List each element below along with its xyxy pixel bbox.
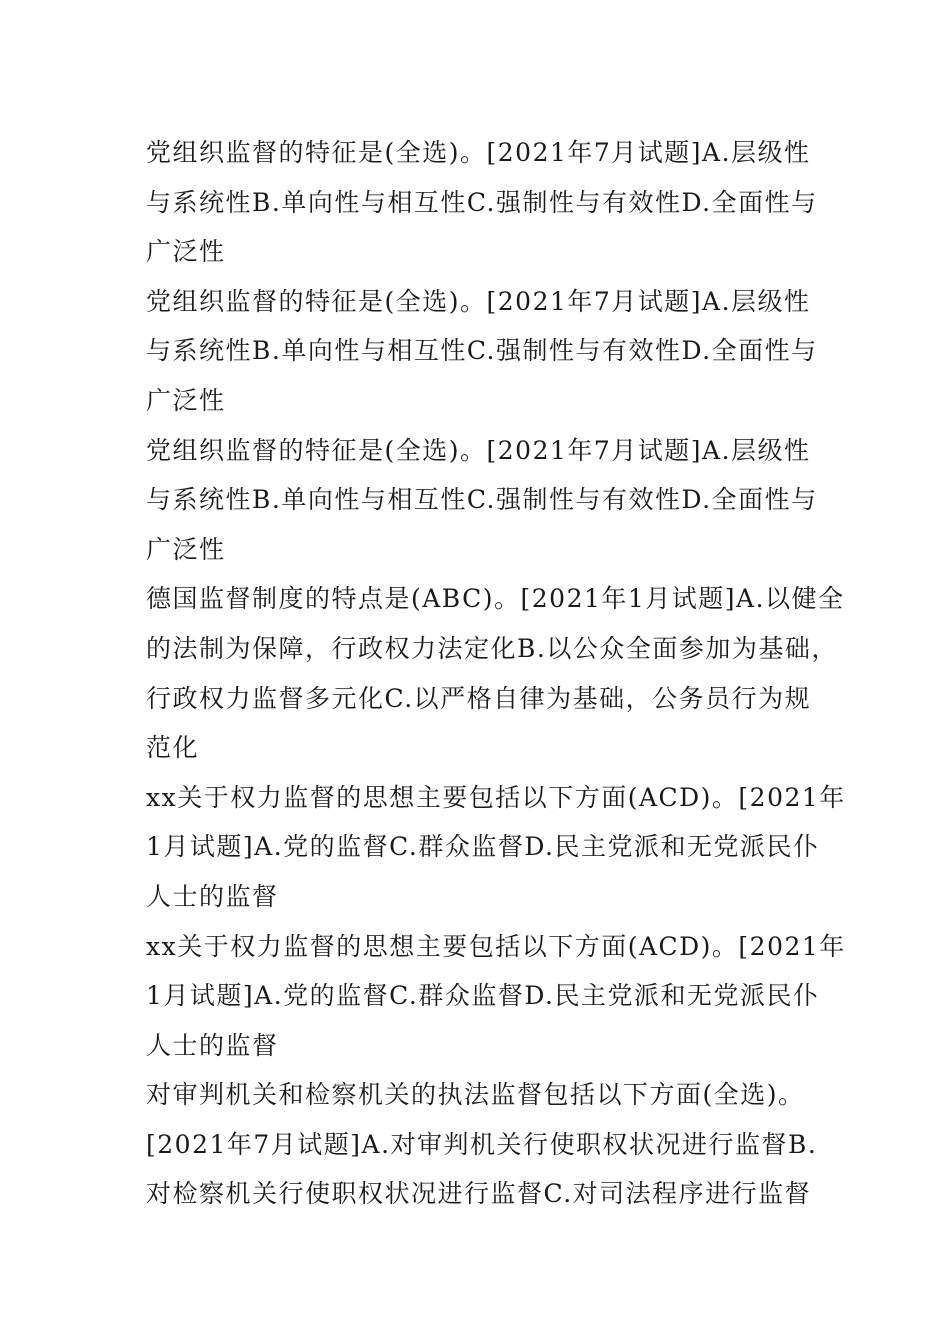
text-line: xx关于权力监督的思想主要包括以下方面(ACD)。[2021年 [146,931,846,961]
text-line: xx关于权力监督的思想主要包括以下方面(ACD)。[2021年 [146,782,846,812]
text-line: 的法制为保障，行政权力法定化B.以公众全面参加为基础， [146,633,838,663]
text-line: 人士的监督 [146,881,279,911]
text-line: 广泛性 [146,385,226,415]
text-line: 党组织监督的特征是(全选)。[2021年7月试题]A.层级性 [146,138,811,167]
text-line: 与系统性B.单向性与相互性C.强制性与有效性D.全面性与 [146,485,818,515]
text-line: 对检察机关行使职权状况进行监督C.对司法程序进行监督 [146,1179,812,1209]
text-line: 德国监督制度的特点是(ABC)。[2021年1月试题]A.以健全 [146,584,845,614]
text-line: 对审判机关和检察机关的执法监督包括以下方面(全选)。 [146,1080,805,1110]
text-line: 人士的监督 [146,1030,279,1060]
text-line: 党组织监督的特征是(全选)。[2021年7月试题]A.层级性 [146,435,811,465]
text-line: 1月试题]A.党的监督C.群众监督D.民主党派和无党派民仆 [146,981,820,1011]
text-line: 与系统性B.单向性与相互性C.强制性与有效性D.全面性与 [146,336,818,366]
text-line: 广泛性 [146,237,226,267]
text-line: 范化 [146,733,200,763]
document-body [146,128,846,1219]
text-line: 行政权力监督多元化C.以严格自律为基础，公务员行为规 [146,683,812,713]
text-line: 党组织监督的特征是(全选)。[2021年7月试题]A.层级性 [146,286,811,316]
text-line: 与系统性B.单向性与相互性C.强制性与有效性D.全面性与 [146,187,818,217]
text-line: 1月试题]A.党的监督C.群众监督D.民主党派和无党派民仆 [146,832,820,862]
text-line: [2021年7月试题]A.对审判机关行使职权状况进行监督B. [146,1129,818,1159]
text-line: 广泛性 [146,534,226,564]
